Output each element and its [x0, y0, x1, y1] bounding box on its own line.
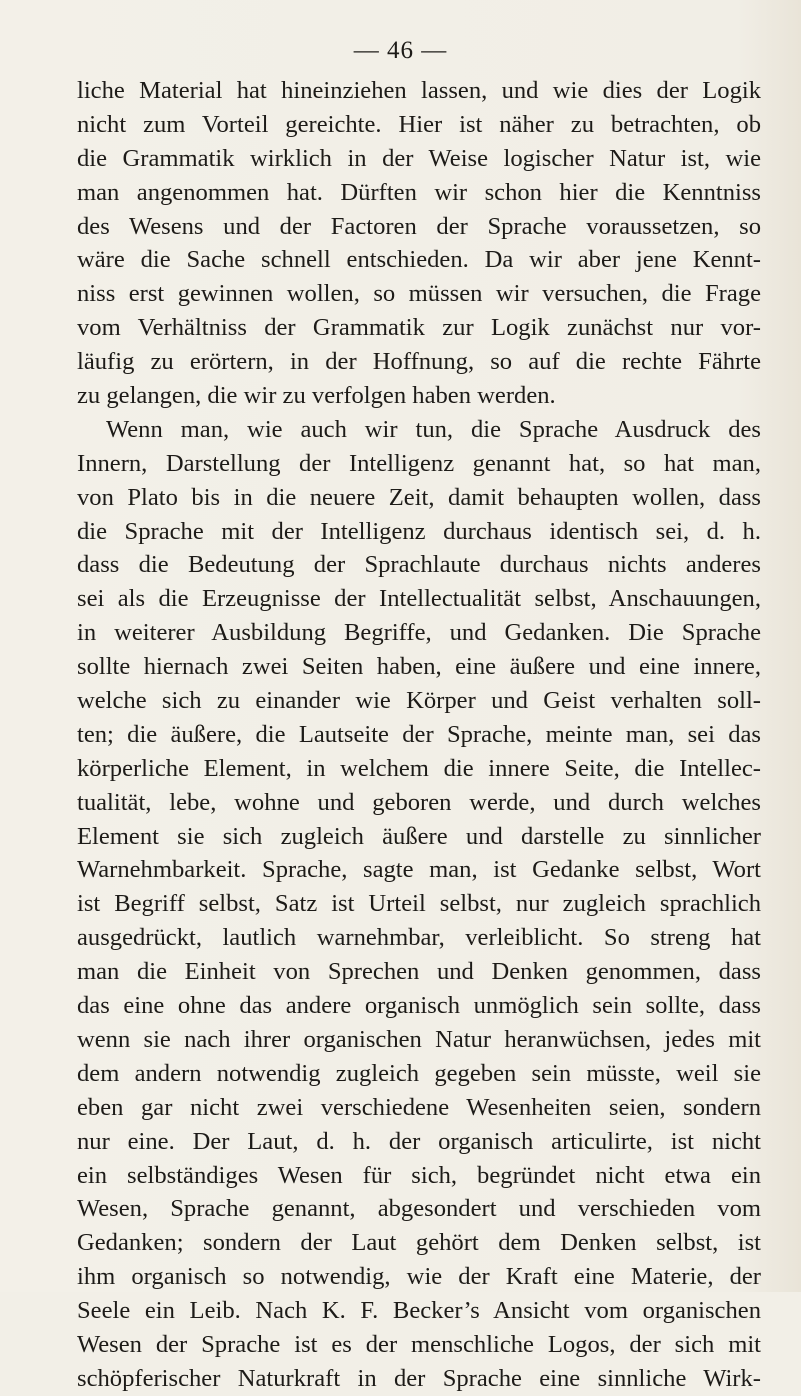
- text-line: dass die Bedeutung der Sprachlaute durchaus nichts anderes: [77, 551, 761, 579]
- text-line: Gedanken; sondern der Laut gehört dem Denken selbst, ist: [77, 1229, 761, 1257]
- text-line: sollte hiernach zwei Seiten haben, eine äußere und eine innere,: [77, 653, 761, 681]
- text-line: welche sich zu einander wie Körper und Geist verhalten soll-: [77, 687, 761, 715]
- page-number: — 46 —: [353, 37, 448, 64]
- text-line: das eine ohne das andere organisch unmöglich sein sollte, dass: [77, 992, 761, 1020]
- text-line: nicht zum Vorteil gereichte. Hier ist näher zu betrachten, ob: [77, 110, 761, 138]
- text-line: nur eine. Der Laut, d. h. der organisch articulirte, ist nicht: [77, 1127, 761, 1155]
- text-line: in weiterer Ausbildung Begriffe, und Gedanken. Die Sprache: [77, 619, 761, 647]
- text-line: ten; die äußere, die Lautseite der Sprache, meinte man, sei das: [77, 720, 761, 748]
- text-line: Element sie sich zugleich äußere und darstelle zu sinnlicher: [77, 822, 761, 850]
- text-line: körperliche Element, in welchem die innere Seite, die Intellec-: [77, 754, 761, 782]
- text-line: läufig zu erörtern, in der Hoffnung, so auf die rechte Fährte: [77, 348, 761, 376]
- text-line: die Sprache mit der Intelligenz durchaus identisch sei, d. h.: [77, 517, 761, 545]
- text-line: sei als die Erzeugnisse der Intellectualität selbst, Anschauungen,: [77, 585, 761, 613]
- text-line: von Plato bis in die neuere Zeit, damit behaupten wollen, dass: [77, 483, 761, 511]
- text-line: ihm organisch so notwendig, wie der Kraft eine Materie, der: [77, 1263, 761, 1291]
- text-line: dem andern notwendig zugleich gegeben sein müsste, weil sie: [77, 1059, 761, 1087]
- text-line: schöpferischer Naturkraft in der Sprache eine sinnliche Wirk-: [77, 1364, 761, 1392]
- text-line: man angenommen hat. Dürften wir schon hier die Kenntniss: [77, 178, 761, 206]
- text-line: Innern, Darstellung der Intelligenz genannt hat, so hat man,: [77, 449, 761, 477]
- text-line: tualität, lebe, wohne und geboren werde, und durch welches: [77, 788, 761, 816]
- text-line: liche Material hat hineinziehen lassen, und wie dies der Logik: [77, 77, 761, 104]
- text-line: Warnehmbarkeit. Sprache, sagte man, ist Gedanke selbst, Wort: [77, 856, 761, 884]
- text-line: ein selbständiges Wesen für sich, begründet nicht etwa ein: [77, 1161, 761, 1189]
- text-line: Wesen der Sprache ist es der menschliche Logos, der sich mit: [77, 1330, 761, 1358]
- body-text: [77, 74, 761, 1396]
- paragraph-end-line: zu gelangen, die wir zu verfolgen haben werden.: [77, 382, 556, 410]
- text-line: man die Einheit von Sprechen und Denken genommen, dass: [77, 958, 761, 986]
- paragraph-start-line: Wenn man, wie auch wir tun, die Sprache Ausdruck des: [106, 415, 761, 443]
- text-line: Seele ein Leib. Nach K. F. Becker’s Ansicht vom organischen: [77, 1297, 761, 1325]
- text-line: vom Verhältniss der Grammatik zur Logik zunächst nur vor-: [77, 314, 761, 342]
- text-line: niss erst gewinnen wollen, so müssen wir versuchen, die Frage: [77, 280, 761, 308]
- text-line: wäre die Sache schnell entschieden. Da wir aber jene Kennt-: [77, 246, 761, 274]
- text-line: des Wesens und der Factoren der Sprache voraussetzen, so: [77, 212, 761, 240]
- text-line: wenn sie nach ihrer organischen Natur heranwüchsen, jedes mit: [77, 1025, 761, 1053]
- text-line: eben gar nicht zwei verschiedene Wesenheiten seien, sondern: [77, 1093, 761, 1121]
- text-line: die Grammatik wirklich in der Weise logischer Natur ist, wie: [77, 144, 761, 172]
- text-line: Wesen, Sprache genannt, abgesondert und verschieden vom: [77, 1195, 761, 1223]
- text-line: ausgedrückt, lautlich warnehmbar, verleiblicht. So streng hat: [77, 924, 761, 952]
- text-line: ist Begriff selbst, Satz ist Urteil selbst, nur zugleich sprachlich: [77, 890, 761, 918]
